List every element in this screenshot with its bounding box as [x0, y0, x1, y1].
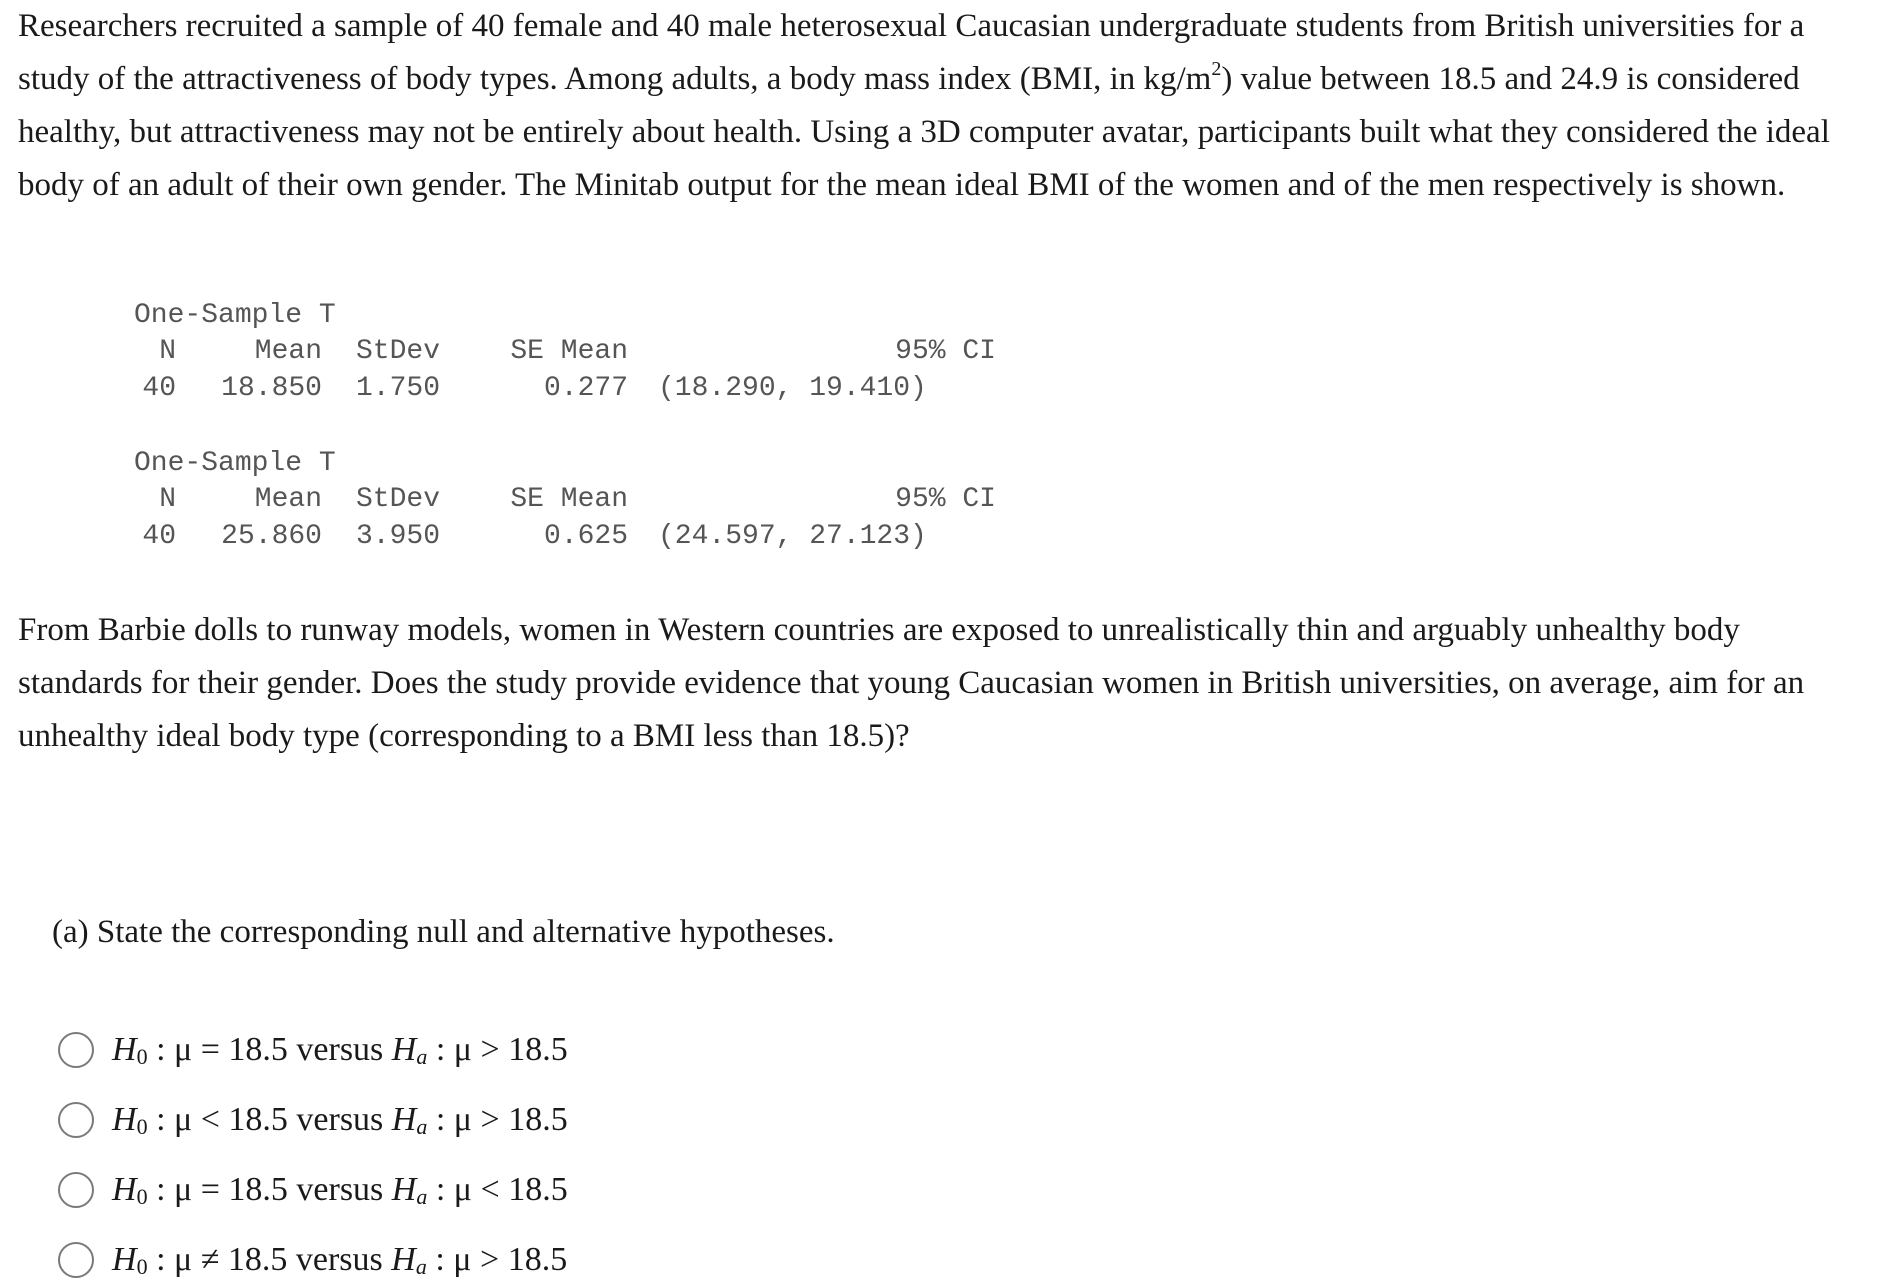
radio-button[interactable] [58, 1242, 94, 1278]
value-se-mean: 0.625 [543, 521, 628, 552]
radio-button[interactable] [58, 1172, 94, 1208]
output-header-row [134, 484, 996, 520]
header-n: N [159, 484, 176, 515]
header-stdev: StDev [356, 484, 441, 515]
header-mean: Mean [254, 336, 322, 367]
header-ci: 95% CI [895, 484, 996, 515]
option-1[interactable] [58, 1025, 758, 1075]
radio-button[interactable] [58, 1032, 94, 1068]
value-ci: (24.597, 27.123) [658, 521, 927, 552]
value-stdev: 1.750 [356, 373, 441, 404]
output-title: One-Sample T [134, 300, 336, 331]
output-header-row [134, 336, 996, 372]
minitab-output-men [134, 448, 996, 603]
radio-button[interactable] [58, 1102, 94, 1138]
value-n: 40 [142, 373, 176, 404]
option-label: $H_0$ : μ = 18.5 versus $H_a$ : μ < 18.5 [112, 1171, 568, 1209]
header-mean: Mean [254, 484, 322, 515]
intro-text-part2: ) value between 18.5 and 24.9 is considered healthy, but attractiveness may not be entirely about health. Using a 3D computer avatar, participants built what they considered the ideal body of an adult of their own gender. The Minitab output for the mean ideal BMI of the women and of the men respectively is shown. [18, 61, 1830, 203]
output-data-row [134, 521, 927, 557]
option-label: $H_0$ : μ = 18.5 versus $H_a$ : μ > 18.5 [112, 1031, 568, 1069]
value-mean: 18.850 [221, 373, 322, 404]
option-label: $H_0$ : μ ≠ 18.5 versus $H_a$ : μ > 18.5 [112, 1241, 568, 1279]
value-n: 40 [142, 521, 176, 552]
body-paragraph: From Barbie dolls to runway models, women in Western countries are exposed to unrealistically thin and arguably unhealthy body standards for their gender. Does the study provide evidence that young Caucasian women in British universities, on average, aim for an unhealthy ideal body type (corresponding to a BMI less than 18.5)? [18, 612, 1805, 754]
value-se-mean: 0.277 [543, 373, 628, 404]
minitab-output-women [134, 300, 996, 455]
option-2[interactable] [58, 1095, 758, 1145]
header-se-mean: SE Mean [510, 484, 628, 515]
header-stdev: StDev [356, 336, 441, 367]
intro-superscript: 2 [1211, 58, 1222, 80]
header-ci: 95% CI [895, 336, 996, 367]
question-a: (a) State the corresponding null and alternative hypotheses. [52, 914, 835, 950]
value-stdev: 3.950 [356, 521, 441, 552]
value-ci: (18.290, 19.410) [658, 373, 927, 404]
option-label: $H_0$ : μ < 18.5 versus $H_a$ : μ > 18.5 [112, 1101, 568, 1139]
header-se-mean: SE Mean [510, 336, 628, 367]
option-4[interactable] [58, 1235, 758, 1285]
option-3[interactable] [58, 1165, 758, 1215]
intro-text-part1: Researchers recruited a sample of 40 female and 40 male heterosexual Caucasian undergraduate students from British universities for a study of the attractiveness of body types. Among adults, a body mass index (BMI, in kg/m [18, 8, 1805, 97]
value-mean: 25.860 [221, 521, 322, 552]
intro-paragraph [18, 0, 1858, 212]
header-n: N [159, 336, 176, 367]
output-data-row [134, 373, 927, 409]
output-title: One-Sample T [134, 448, 336, 479]
